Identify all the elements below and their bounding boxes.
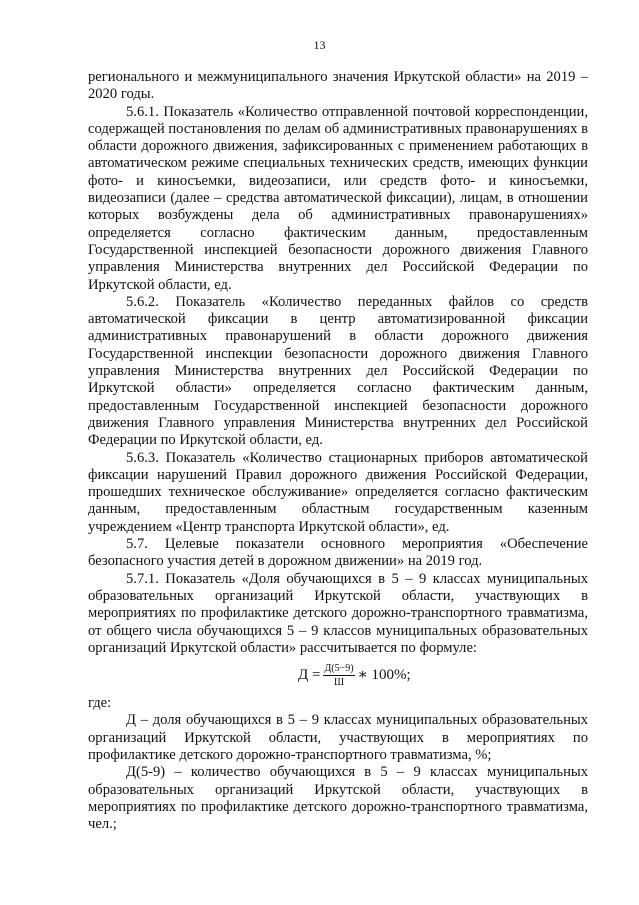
paragraph-5-6-2: 5.6.2. Показатель «Количество переданных файлов со средств автоматической фиксации в центр автоматизированной фиксации административных правонарушений в области дорожного движения Государственной инспекции безопасности дорожного движения Главного управления Министерства внутренних дел Российской Федерации по Иркутской области» определяется согласно фактическим данным, предоставленным Государственной инспекцией безопасности дорожного движения Главного управления Министерства внутренних дел Российской Федерации по Иркутской области, ед. [88,293,588,449]
definition-d: Д – доля обучающихся в 5 – 9 классах муниципальных образовательных организаций Иркутской области, участвующих в мероприятиях по профилактике детского дорожно-транспортного травматизма, %; [88,712,588,763]
formula-denominator: Ш [333,677,345,689]
definition-d-5-9: Д(5-9) – количество обучающихся в 5 – 9 классах муниципальных образовательных организаций Иркутской области, участвующих в мероприятиях по профилактике детского дорожно-транспортного травматизма, чел.; [88,764,588,833]
paragraph-5-6-3: 5.6.3. Показатель «Количество стационарных приборов автоматической фиксации нарушений Правил дорожного движения Российской Федерации, прошедших техническое обслуживание» определяется согласно фактическим данным, предоставленным областным государственным казенным учреждением «Центр транспорта Иркутской области», ед. [88,449,588,535]
formula-numerator: Д(5−9) [324,663,354,675]
page-number: 13 [313,38,326,52]
formula [298,663,411,688]
paragraph-5-7: 5.7. Целевые показатели основного мероприятия «Обеспечение безопасного участия детей в дорожном движении» на 2019 год. [88,536,588,570]
document-body [88,69,588,833]
formula-block [88,661,588,691]
paragraph-continuation: регионального и межмуниципального значения Иркутской области» на 2019 – 2020 годы. [88,69,588,103]
paragraph-5-6-1: 5.6.1. Показатель «Количество отправленной почтовой корреспонденции, содержащей постановления по делам об административных правонарушениях в области дорожного движения, зафиксированных с применением работающих в автоматическом режиме специальных технических средств, имеющих функции фото- и киносъемки, видеозаписи, или средств фото- и киносъемки, видеозаписи (далее – средства автоматической фиксации), лицам, в отношении которых возбуждены дела об административных правонарушениях» определяется согласно фактическим данным, предоставленным Государственной инспекцией безопасности дорожного движения Главного управления Министерства внутренних дел Российской Федерации по Иркутской области, ед. [88,103,588,293]
formula-lhs: Д = [298,666,321,683]
paragraph-5-7-1: 5.7.1. Показатель «Доля обучающихся в 5 – 9 классах муниципальных образовательных организаций Иркутской области, участвующих в мероприятиях по профилактике детского дорожно-транспортного травматизма, от общего числа обучающихся 5 – 9 классов муниципальных образовательных организаций Иркутской области» рассчитывается по формуле: [88,570,588,656]
where-label: где: [88,695,112,712]
formula-rhs: ∗ 100%; [357,666,411,683]
formula-fraction [323,663,354,688]
